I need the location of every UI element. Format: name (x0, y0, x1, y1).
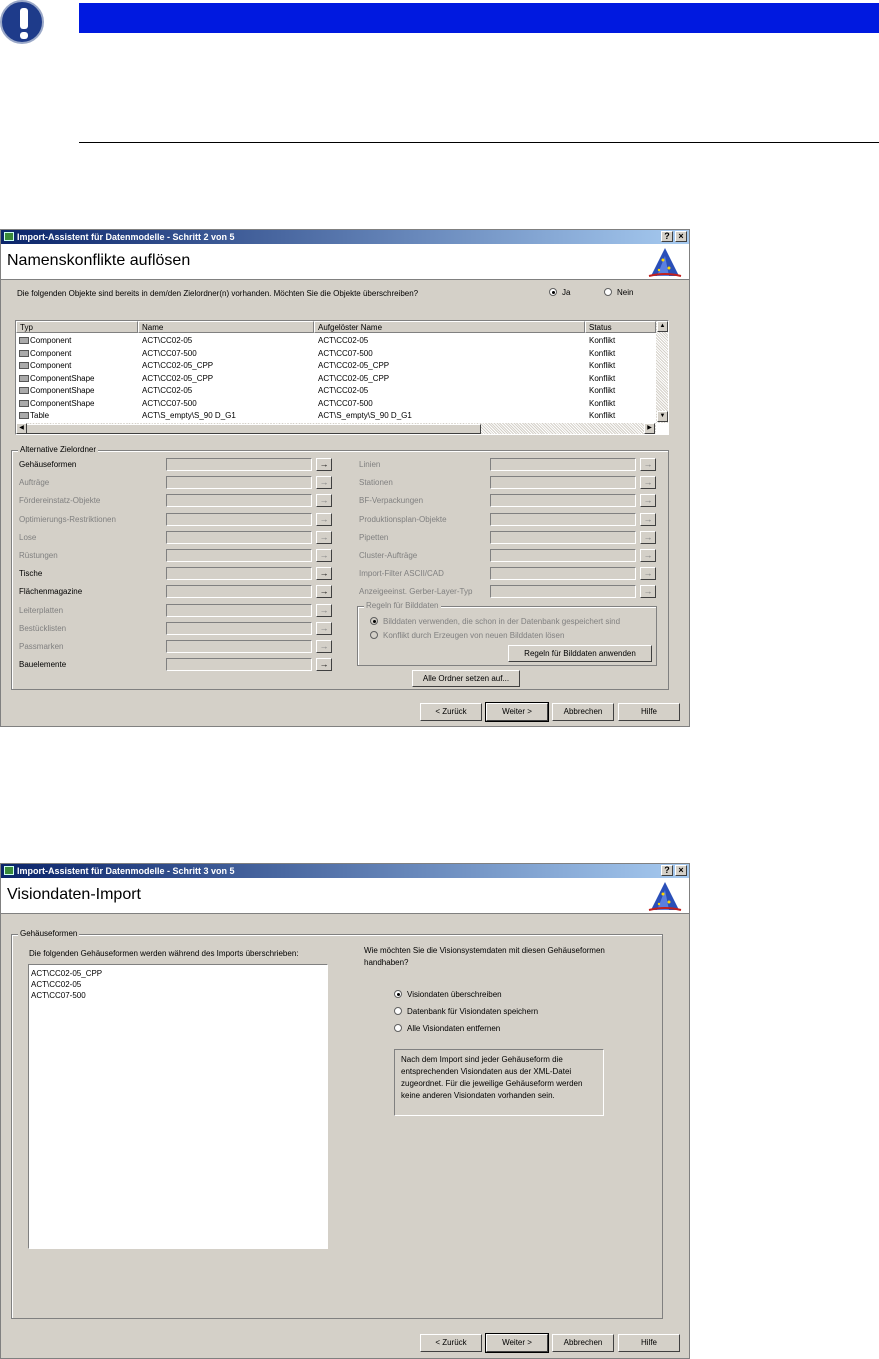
cell-text: ACT\S_empty\S_90 D_G1 (142, 411, 236, 420)
folder-field[interactable] (166, 622, 312, 635)
object-type-icon (19, 412, 29, 419)
vision-question: Wie möchten Sie die Visionsystemdaten mit diesen Gehäuseformen handhaben? (364, 946, 605, 967)
browse-folder-button[interactable]: → (640, 494, 656, 507)
browse-folder-button[interactable]: → (640, 549, 656, 562)
table-cell-resolved-name[interactable] (318, 410, 412, 422)
folder-field[interactable] (166, 549, 312, 562)
scroll-left-button[interactable]: ◀ (16, 423, 27, 434)
folder-label: Leiterplatten (19, 605, 64, 615)
browse-folder-button[interactable]: → (316, 513, 332, 526)
cell-text: ACT\CC02-05 (142, 386, 193, 395)
save-vision-database-label: Datenbank für Visiondaten speichern (407, 1007, 539, 1016)
radio-yes-label: Ja (562, 288, 571, 297)
folder-label: Linien (359, 460, 381, 469)
folder-field[interactable] (166, 494, 312, 507)
table-cell-status[interactable] (589, 398, 615, 410)
packages-list[interactable] (28, 964, 328, 1249)
table-cell-name[interactable] (142, 373, 213, 385)
table-cell-type[interactable] (19, 385, 95, 397)
folder-label: Bestücklisten (19, 623, 67, 633)
folder-field[interactable] (166, 458, 312, 471)
table-cell-name[interactable] (142, 385, 192, 397)
radio-remove-vision-data[interactable] (394, 1024, 402, 1032)
cell-text: ACT\CC07-500 (318, 348, 373, 358)
close-title-button[interactable]: × (675, 231, 687, 242)
table-cell-type[interactable] (19, 360, 71, 372)
table-cell-resolved-name[interactable] (318, 398, 373, 410)
vertical-scrollbar[interactable] (656, 321, 669, 423)
browse-folder-button[interactable]: → (316, 585, 332, 598)
folder-field[interactable] (166, 531, 312, 544)
table-cell-status[interactable] (589, 348, 615, 360)
browse-folder-button[interactable]: → (316, 494, 332, 507)
object-type-icon (19, 400, 29, 407)
wizard-header (1, 878, 689, 914)
list-item[interactable]: ACT\CC07-500 (31, 991, 86, 1000)
info-line: keine anderen Visiondaten vorhanden sein. (401, 1091, 555, 1100)
folder-field[interactable] (166, 604, 312, 617)
close-title-button[interactable]: × (675, 865, 687, 876)
object-type-icon (19, 337, 29, 344)
cell-text: Konflikt (589, 373, 616, 383)
browse-folder-button[interactable]: → (316, 622, 332, 635)
folder-label: Tische (19, 569, 43, 579)
browse-folder-button[interactable]: → (316, 604, 332, 617)
folder-label: Optimierungs-Restriktionen (19, 514, 116, 524)
back-button[interactable]: < Zurück (420, 703, 482, 721)
horizontal-scroll-thumb[interactable] (26, 424, 481, 434)
folder-field[interactable] (490, 531, 636, 544)
set-all-folders-button[interactable]: Alle Ordner setzen auf... (412, 670, 520, 687)
radio-no-label: Nein (617, 288, 634, 297)
exclamation-icon (0, 0, 44, 44)
cell-text: Component (30, 336, 72, 345)
use-existing-image-data-label: Bilddaten verwenden, die schon in der Datenbank gespeichert sind (383, 617, 621, 626)
conflict-table[interactable] (15, 320, 669, 435)
cancel-button[interactable]: Abbrechen (552, 703, 614, 721)
list-item[interactable]: ACT\CC02-05_CPP (31, 969, 103, 978)
help-title-button[interactable]: ? (661, 865, 673, 876)
table-cell-name[interactable] (142, 410, 236, 422)
browse-folder-button[interactable]: → (640, 531, 656, 544)
cell-text: Konflikt (589, 361, 616, 370)
folder-label: Fördereinstatz-Objekte (19, 496, 101, 506)
scroll-right-button[interactable]: ▶ (644, 423, 655, 434)
cell-text: ACT\CC07-500 (318, 398, 373, 408)
table-cell-type[interactable] (19, 335, 71, 347)
folder-field[interactable] (166, 658, 312, 671)
table-cell-resolved-name[interactable] (318, 385, 368, 397)
window-title: Import-Assistent für Datenmodelle - Schritt 2 von 5 (17, 232, 235, 242)
column-header-resolved-name[interactable]: Aufgelöster Name (314, 321, 585, 333)
browse-folder-button[interactable]: → (316, 567, 332, 580)
cell-text: ACT\CC02-05_CPP (318, 361, 390, 370)
browse-folder-button[interactable]: → (316, 640, 332, 653)
folder-label: Cluster-Aufträge (359, 551, 418, 560)
back-button[interactable]: < Zurück (420, 1334, 482, 1352)
folder-label: BF-Verpackungen (359, 496, 424, 506)
cell-text: Table (30, 411, 50, 420)
next-button[interactable]: Weiter > (486, 1334, 548, 1352)
radio-save-vision-database[interactable] (394, 1007, 402, 1015)
apply-image-rules-button[interactable]: Regeln für Bilddaten anwenden (508, 645, 652, 662)
list-caption: Die folgenden Gehäuseformen werden während des Imports überschrieben: (29, 949, 299, 958)
browse-folder-button[interactable]: → (316, 549, 332, 562)
table-cell-resolved-name[interactable] (318, 348, 373, 360)
folder-field[interactable] (490, 567, 636, 580)
overwrite-vision-data-label: Visiondaten überschreiben (407, 990, 502, 999)
titlebar (1, 230, 689, 244)
cell-text: ComponentShape (30, 373, 95, 383)
object-type-icon (19, 362, 29, 369)
cell-text: ComponentShape (30, 386, 95, 395)
table-cell-resolved-name[interactable] (318, 335, 368, 347)
app-icon (4, 866, 14, 875)
object-type-icon (19, 387, 29, 394)
folder-field[interactable] (166, 640, 312, 653)
folder-label: Gehäuseformen (19, 460, 77, 469)
table-cell-status[interactable] (589, 385, 615, 397)
help-button[interactable]: Hilfe (618, 1334, 680, 1352)
titlebar (1, 864, 689, 878)
folder-field[interactable] (166, 513, 312, 526)
cancel-button[interactable]: Abbrechen (552, 1334, 614, 1352)
folder-field[interactable] (166, 567, 312, 580)
browse-folder-button[interactable]: → (316, 658, 332, 671)
object-type-icon (19, 375, 29, 382)
wizard-header (1, 244, 689, 280)
folder-field[interactable] (490, 585, 636, 598)
cell-text: Konflikt (589, 348, 616, 358)
folder-label: Passmarken (19, 642, 64, 651)
folder-label: Lose (19, 532, 37, 542)
cell-text: ACT\CC07-500 (142, 348, 197, 358)
table-cell-status[interactable] (589, 335, 615, 347)
help-button[interactable]: Hilfe (618, 703, 680, 721)
folder-field[interactable] (490, 458, 636, 471)
radio-yes[interactable] (549, 288, 557, 296)
info-line: zugeordnet. Für die jeweilige Gehäuseform werden (401, 1079, 583, 1088)
notice-bar (79, 3, 879, 33)
conflict-question: Die folgenden Objekte sind bereits in dem/den Zielordner(n) vorhanden. Möchten Sie die Objekte überschreiben? (17, 289, 419, 298)
column-header-status[interactable]: Status (585, 321, 656, 333)
browse-folder-button[interactable]: → (640, 567, 656, 580)
browse-folder-button[interactable]: → (316, 531, 332, 544)
list-item[interactable]: ACT\CC02-05 (31, 980, 82, 989)
folder-label: Produktionsplan-Objekte (359, 514, 447, 524)
browse-folder-button[interactable]: → (640, 513, 656, 526)
wizard-step2-window (0, 229, 690, 727)
cell-text: Konflikt (589, 386, 616, 395)
table-cell-status[interactable] (589, 360, 615, 372)
cell-text: ACT\CC07-500 (142, 398, 197, 408)
folder-field[interactable] (490, 494, 636, 507)
cell-text: Component (30, 348, 72, 358)
window-title: Import-Assistent für Datenmodelle - Schritt 3 von 5 (17, 866, 235, 876)
folder-label: Rüstungen (19, 551, 58, 560)
radio-overwrite-vision-data[interactable] (394, 990, 402, 998)
table-cell-name[interactable] (142, 335, 192, 347)
table-cell-resolved-name[interactable] (318, 360, 389, 372)
browse-folder-button[interactable]: → (640, 458, 656, 471)
notice-divider (79, 142, 879, 143)
image-rules-group (357, 601, 657, 666)
scroll-down-button[interactable]: ▼ (657, 411, 668, 422)
info-line: entsprechenden Visiondaten aus der XML-Datei (401, 1067, 572, 1076)
next-button[interactable]: Weiter > (486, 703, 548, 721)
browse-folder-button[interactable]: → (640, 476, 656, 489)
folder-label: Bauelemente (19, 660, 67, 670)
create-new-image-data-label: Konflikt durch Erzeugen von neuen Bilddaten lösen (383, 631, 565, 640)
page-title: Namenskonflikte auflösen (7, 252, 191, 269)
cell-text: ACT\S_empty\S_90 D_G1 (318, 411, 412, 420)
cell-text: ACT\CC02-05_CPP (318, 373, 390, 383)
cell-text: Konflikt (589, 398, 616, 408)
folder-field[interactable] (490, 549, 636, 562)
info-line: Nach dem Import sind jeder Gehäuseform die (401, 1055, 563, 1064)
radio-create-new-image-data[interactable] (370, 631, 378, 639)
app-icon (4, 232, 14, 241)
wizard-hat-icon (647, 246, 683, 278)
table-cell-status[interactable] (589, 373, 615, 385)
folder-field[interactable] (490, 513, 636, 526)
folder-label: Flächenmagazine (19, 587, 83, 597)
cell-text: ACT\CC02-05_CPP (142, 361, 214, 370)
scroll-up-button[interactable]: ▲ (657, 321, 668, 332)
cell-text: ACT\CC02-05 (318, 336, 369, 345)
cell-text: ACT\CC02-05 (142, 336, 193, 345)
folder-label: Import-Filter ASCII/CAD (359, 569, 444, 579)
packages-group-label: Gehäuseformen (20, 929, 78, 938)
cell-text: ComponentShape (30, 398, 95, 408)
browse-folder-button[interactable]: → (316, 476, 332, 489)
cell-text: Konflikt (589, 336, 616, 345)
help-title-button[interactable]: ? (661, 231, 673, 242)
image-rules-label: Regeln für Bilddaten (366, 601, 439, 610)
cell-text: Component (30, 361, 72, 370)
folder-label: Stationen (359, 478, 393, 488)
packages-group (11, 929, 663, 1319)
table-cell-name[interactable] (142, 398, 197, 410)
cell-text: ACT\CC02-05_CPP (142, 373, 214, 383)
cell-text: Konflikt (589, 411, 616, 420)
table-cell-name[interactable] (142, 348, 197, 360)
group-label: Alternative Zielordner (20, 445, 97, 454)
browse-folder-button[interactable]: → (640, 585, 656, 598)
table-cell-type[interactable] (19, 373, 95, 385)
wizard-hat-icon (647, 880, 683, 912)
folder-label: Pipetten (359, 532, 389, 542)
wizard-step3-window (0, 863, 690, 1359)
browse-folder-button[interactable]: → (316, 458, 332, 471)
folder-field[interactable] (166, 476, 312, 489)
folder-field[interactable] (166, 585, 312, 598)
page-title: Visiondaten-Import (7, 886, 141, 903)
alternative-folders-group (11, 445, 669, 690)
table-cell-type[interactable] (19, 398, 95, 410)
remove-vision-data-label: Alle Visiondaten entfernen (407, 1024, 501, 1033)
radio-use-existing-image-data[interactable] (370, 617, 378, 625)
column-header-name[interactable]: Name (138, 321, 314, 333)
object-type-icon (19, 350, 29, 357)
radio-no[interactable] (604, 288, 612, 296)
cell-text: ACT\CC02-05 (318, 386, 369, 395)
table-cell-resolved-name[interactable] (318, 373, 389, 385)
table-cell-name[interactable] (142, 360, 213, 372)
folder-field[interactable] (490, 476, 636, 489)
folder-label: Aufträge (19, 478, 50, 488)
folder-label: Anzeigeeinst. Gerber-Layer-Typ (359, 587, 473, 597)
info-box (394, 1049, 604, 1116)
table-cell-status[interactable] (589, 410, 615, 422)
table-cell-type[interactable] (19, 348, 71, 360)
table-cell-type[interactable] (19, 410, 49, 422)
column-header-type[interactable]: Typ (16, 321, 138, 333)
